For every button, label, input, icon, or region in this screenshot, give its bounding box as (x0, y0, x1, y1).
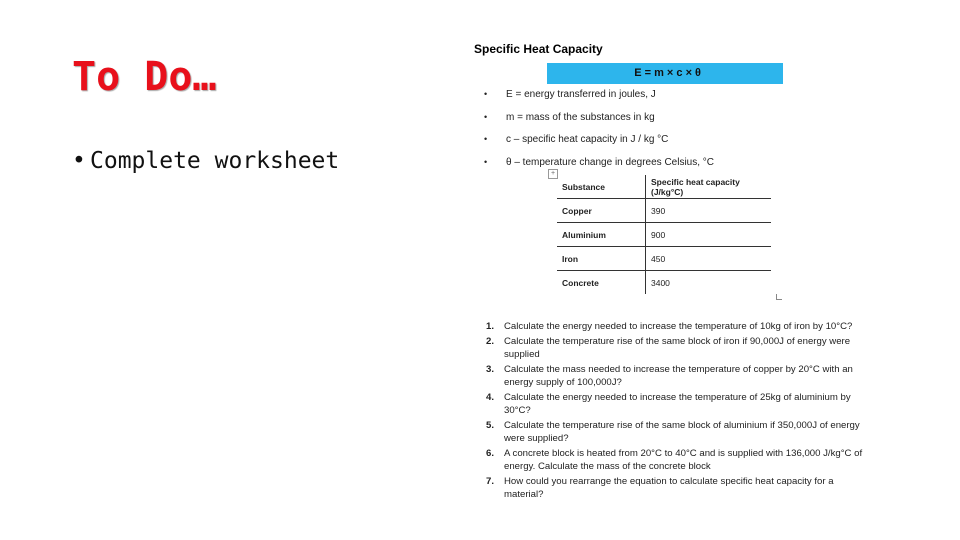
question-item: 6. A concrete block is heated from 20°C to 40°C and is supplied with 136,000 J/kg°C of energy. Calculate the mass of the concrete block (486, 447, 863, 472)
table-cell: Concrete (557, 271, 646, 295)
definition-item: • c – specific heat capacity in J / kg °C (484, 134, 669, 145)
column-header: Specific heat capacity (J/kg°C) (646, 175, 772, 199)
table-cell: 3400 (651, 277, 670, 288)
definition-item: • E = energy transferred in joules, J (484, 89, 656, 100)
table-cell: Copper (557, 199, 646, 223)
bullet-item (72, 146, 339, 176)
table-cell: Iron (557, 247, 646, 271)
definition-item: • m = mass of the substances in kg (484, 111, 655, 123)
table-row (557, 223, 771, 247)
bullet-dot-icon: • (484, 89, 488, 99)
table-cell: Aluminium (557, 223, 646, 247)
bullet-dot-icon: • (484, 111, 488, 122)
worksheet-image (470, 36, 890, 526)
question-item: 1. Calculate the energy needed to increase the temperature of 10kg of iron by 10°C? (486, 321, 853, 332)
bullet-dot-icon: • (484, 156, 488, 167)
bullet-text: Complete worksheet (90, 148, 340, 174)
table-header-row (557, 175, 771, 199)
table-row (557, 271, 771, 295)
definition-list (484, 88, 714, 178)
table-row (557, 247, 771, 271)
slide-title: To Do… (72, 54, 217, 100)
heat-capacity-table (557, 175, 771, 294)
question-item: 5. Calculate the temperature rise of the same block of aluminium if 350,000J of energy were supplied? (486, 419, 860, 444)
question-item: 2. Calculate the temperature rise of the same block of iron if 90,000J of energy were supplied (486, 335, 851, 360)
bullet-dot-icon: • (72, 148, 86, 174)
table-move-handle-icon: + (548, 169, 558, 179)
table-cell: 390 (646, 199, 772, 223)
worksheet-title: Specific Heat Capacity (474, 42, 603, 56)
question-item: 7. How could you rearrange the equation to calculate specific heat capacity for a material? (486, 475, 834, 500)
table-cell: 450 (646, 247, 772, 271)
question-item: 4. Calculate the energy needed to increase the temperature of 25kg of aluminium by 30°C? (486, 391, 851, 416)
column-header: Substance (557, 175, 646, 199)
definition-item: • θ – temperature change in degrees Celsius, °C (484, 156, 715, 168)
question-list (486, 320, 866, 503)
table-cell: 900 (646, 223, 772, 247)
table-resize-corner-icon (776, 294, 782, 300)
question-item: 3. Calculate the mass needed to increase the temperature of copper by 20°C with an energy supply of 100,000J? (486, 363, 853, 388)
table-row (557, 199, 771, 223)
bullet-dot-icon: • (484, 134, 488, 144)
formula-banner: E = m × c × θ (547, 63, 783, 84)
slide-bullet-list (72, 146, 339, 176)
